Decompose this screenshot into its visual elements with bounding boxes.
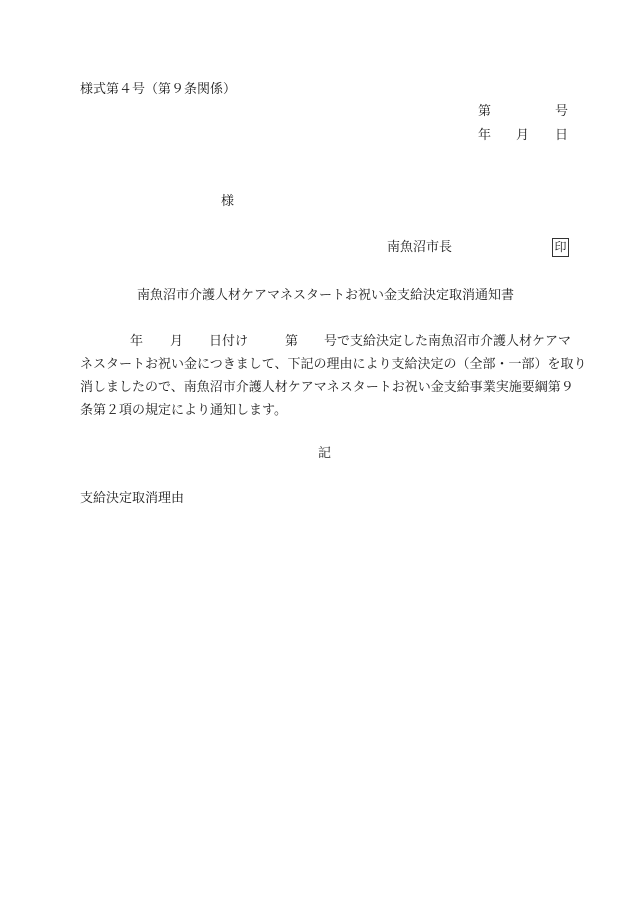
ki-heading: 記: [318, 446, 332, 461]
body-line-4: 条第２項の規定により通知します。: [80, 403, 287, 418]
reason-label: 支給決定取消理由: [80, 491, 185, 506]
body-day-suffix: 日付け: [209, 334, 249, 349]
addressee-honorific: 様: [221, 194, 235, 209]
seal-mark: 印: [552, 238, 569, 257]
body-month: 月: [170, 334, 184, 349]
number-suffix: 号: [555, 104, 569, 119]
body-number-prefix: 第: [285, 334, 299, 349]
date-year: 年: [478, 128, 492, 143]
date-month: 月: [516, 128, 530, 143]
date-day: 日: [555, 128, 569, 143]
body-line-3: 消しましたので、南魚沼市介護人材ケアマネスタートお祝い金支給事業実施要綱第９: [80, 380, 574, 395]
body-line-2: ネスタートお祝い金につきまして、下記の理由により支給決定の（全部・一部）を取り: [80, 357, 587, 372]
body-line-1: 号で支給決定した南魚沼市介護人材ケアマ: [324, 334, 572, 349]
sender-title: 南魚沼市長: [387, 240, 453, 255]
document-title: 南魚沼市介護人材ケアマネスタートお祝い金支給決定取消通知書: [137, 288, 515, 303]
body-year: 年: [130, 334, 144, 349]
form-label: 様式第４号（第９条関係）: [80, 82, 237, 97]
number-prefix: 第: [478, 104, 492, 119]
